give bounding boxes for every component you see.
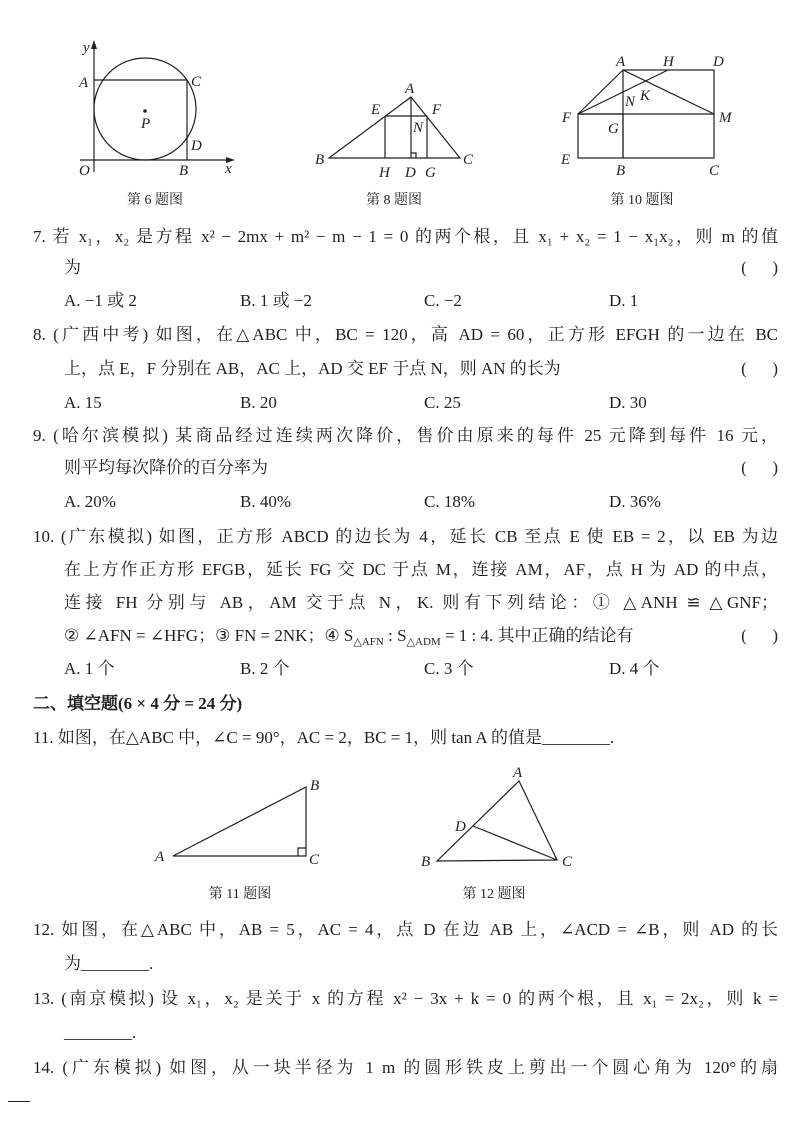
y-axis-arrow <box>91 40 97 49</box>
label-k: K <box>640 88 651 104</box>
q14-line-1: 14. (广东模拟) 如图，从一块半径为 1 m 的圆形铁皮上剪出一个圆心角为 120°的扇 <box>33 1058 778 1077</box>
label-h: H <box>663 54 674 70</box>
figure-10 <box>560 54 733 208</box>
label-a: A <box>616 54 626 70</box>
figure-12 <box>421 765 573 902</box>
label-c: C <box>309 852 320 868</box>
q9-option-b: B. 40% <box>240 492 291 511</box>
label-d: D <box>405 165 416 181</box>
q10-line-4 <box>64 624 778 648</box>
q10-options <box>0 657 794 681</box>
q8-option-a: A. 15 <box>64 393 102 412</box>
q8-answer-bracket: ( ) <box>741 359 778 378</box>
q11-line-1: 11. 如图，在△ABC 中，∠C = 90°，AC = 2，BC = 1，则 tan A 的值是________. <box>33 728 615 747</box>
label-d: D <box>455 819 466 835</box>
label-f: F <box>562 110 572 126</box>
label-a: A <box>155 849 165 865</box>
q9-line-1: 9. (哈尔滨模拟) 某商品经过连续两次降价，售价由原来的每件 25 元降到每件 16 元， <box>33 426 778 445</box>
label-c: C <box>191 74 202 90</box>
q7-option-d: D. 1 <box>609 291 639 310</box>
center-point-p <box>143 109 147 113</box>
q10-line-3: 连接 FH 分别与 AB，AM 交于点 N，K. 则有下列结论：① △ANH ≌ △GNF； <box>64 593 778 612</box>
q9-option-c: C. 18% <box>424 492 475 511</box>
q9-options <box>0 490 794 514</box>
label-b: B <box>616 163 626 179</box>
label-c: C <box>463 152 474 168</box>
q8-line-1: 8. (广西中考) 如图，在△ABC 中，BC = 120，高 AD = 60，正方形 EFGH 的一边在 BC <box>33 325 778 344</box>
q8-options <box>0 391 794 415</box>
q9-line-2-text: 则平均每次降价的百分率为 <box>64 458 268 477</box>
right-angle-mark-c <box>298 848 306 856</box>
q7-answer-bracket: ( ) <box>741 258 778 277</box>
label-m: M <box>719 110 732 126</box>
q7-line-1: 7. 若 x₁，x₂ 是方程 x² − 2mx + m² − m − 1 = 0 的两个根，且 x₁ + x₂ = 1 − x₁x₂，则 m 的值 <box>33 227 778 246</box>
label-b: B <box>421 854 431 870</box>
q8-line-2 <box>64 357 778 381</box>
label-n: N <box>625 94 636 110</box>
label-c: C <box>709 163 720 179</box>
q10-option-c: C. 3 个 <box>424 659 474 678</box>
q10-line-1: 10. (广东模拟) 如图，正方形 ABCD 的边长为 4，延长 CB 至点 E 使 EB = 2，以 EB 为边 <box>33 527 778 546</box>
circle-p <box>94 58 196 160</box>
figure-6-caption: 第 6 题图 <box>127 193 183 208</box>
q7-option-a: A. −1 或 2 <box>64 291 137 310</box>
label-b: B <box>179 163 189 179</box>
label-b: B <box>310 778 320 794</box>
q13-line-1: 13. (南京模拟) 设 x₁，x₂ 是关于 x 的方程 x² − 3x + k = 0 的两个根，且 x₁ = 2x₂，则 k = <box>33 989 778 1008</box>
label-g: G <box>608 121 619 137</box>
right-triangle-abc <box>173 787 306 856</box>
q10-answer-bracket: ( ) <box>741 626 778 645</box>
q9-line-2 <box>64 456 778 480</box>
segment-fa <box>578 70 623 114</box>
figure-11-caption: 第 11 题图 <box>208 887 272 902</box>
figure-8-caption: 第 8 题图 <box>366 193 422 208</box>
label-p: P <box>141 116 151 132</box>
q7-option-c: C. −2 <box>424 291 462 310</box>
label-g: G <box>425 165 436 181</box>
label-y: y <box>83 40 90 56</box>
q8-line-2-text: 上，点 E，F 分别在 AB，AC 上，AD 交 EF 于点 N，则 AN 的长为 <box>64 359 561 378</box>
q8-option-d: D. 30 <box>609 393 647 412</box>
figure-6 <box>78 40 235 208</box>
q7-line-2 <box>64 256 778 280</box>
label-h: H <box>379 165 390 181</box>
label-a: A <box>79 75 89 91</box>
label-e: E <box>371 102 381 118</box>
q13-line-2: ________. <box>64 1023 137 1042</box>
figure-11 <box>154 778 320 902</box>
section-heading: 二、填空题(6 × 4 分 = 24 分) <box>33 694 243 713</box>
label-a: A <box>513 765 523 781</box>
q8-option-b: B. 20 <box>240 393 277 412</box>
label-d: D <box>713 54 724 70</box>
q10-option-d: D. 4 个 <box>609 659 660 678</box>
label-d: D <box>191 138 202 154</box>
q7-option-b: B. 1 或 −2 <box>240 291 312 310</box>
label-f: F <box>432 102 442 118</box>
page-edge-rule <box>8 1101 30 1102</box>
figure-12-caption: 第 12 题图 <box>462 887 526 902</box>
q12-line-1: 12. 如图，在△ABC 中，AB = 5，AC = 4，点 D 在边 AB 上，∠ACD = ∠B，则 AD 的长 <box>33 920 778 939</box>
q9-option-d: D. 36% <box>609 492 661 511</box>
label-o: O <box>79 163 90 179</box>
label-a: A <box>405 81 415 97</box>
figure-10-caption: 第 10 题图 <box>610 193 674 208</box>
segment-dc <box>473 826 557 860</box>
label-c: C <box>562 854 573 870</box>
figure-8 <box>315 81 474 208</box>
q10-option-a: A. 1 个 <box>64 659 115 678</box>
label-x: x <box>225 161 232 177</box>
q8-option-c: C. 25 <box>424 393 461 412</box>
q9-answer-bracket: ( ) <box>741 458 778 477</box>
label-b: B <box>315 152 325 168</box>
segment-am <box>623 70 714 114</box>
q10-line-2: 在上方作正方形 EFGB，延长 FG 交 DC 于点 M，连接 AM，AF，点 H 为 AD 的中点， <box>64 560 778 579</box>
q7-options <box>0 289 794 313</box>
q10-line-4-text: ② ∠AFN = ∠HFG；③ FN = 2NK；④ $S_{\triangle AFN}$ : $S_{\triangle ADM} = 1$ : 4. 其中正确的结论有 <box>64 626 634 648</box>
q9-option-a: A. 20% <box>64 492 116 511</box>
label-e: E <box>561 152 571 168</box>
label-n: N <box>413 120 424 136</box>
q12-line-2: 为________. <box>64 954 154 973</box>
q10-option-b: B. 2 个 <box>240 659 290 678</box>
q7-line-2-text: 为 <box>64 258 81 277</box>
right-angle-mark-d <box>411 153 416 158</box>
